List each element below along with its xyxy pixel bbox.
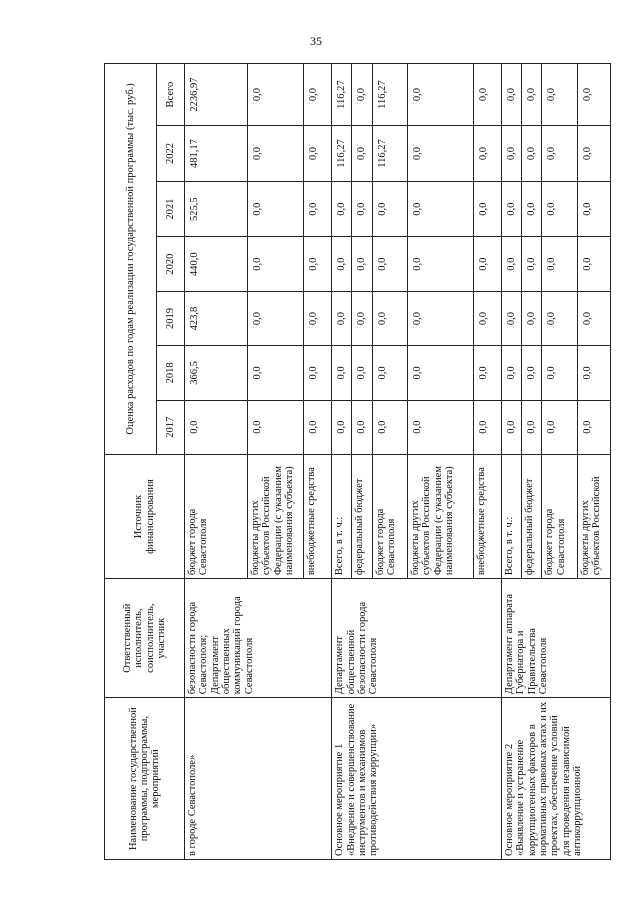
value-cell: 0,0 [522,64,542,126]
header-estimate: Оценка расходов по годам реализации государственной программы (тыс. руб.) [105,64,157,455]
source-name: федеральный бюджет [352,454,372,578]
value-cell: 0,0 [474,237,502,291]
value-cell: 0,0 [577,291,610,345]
value-cell: 0,0 [185,400,248,454]
value-cell: 0,0 [332,237,352,291]
program-name: Основное мероприятие 1 «Внедрение и совершенствование инструментов и механизмов противодействия коррупции» [332,698,502,860]
value-cell: 0,0 [542,64,577,126]
value-cell: 0,0 [247,126,303,182]
value-cell: 0,0 [522,181,542,237]
value-cell: 0,0 [408,400,474,454]
value-cell: 0,0 [352,237,372,291]
value-cell: 0,0 [247,64,303,126]
value-cell: 2236,97 [185,64,248,126]
value-cell: 366,5 [185,346,248,400]
value-cell: 0,0 [352,400,372,454]
value-cell: 0,0 [303,346,332,400]
value-cell: 0,0 [408,237,474,291]
header-year: 2018 [157,346,185,400]
value-cell: 0,0 [352,346,372,400]
value-cell: 0,0 [501,291,521,345]
value-cell: 0,0 [577,64,610,126]
value-cell: 0,0 [408,346,474,400]
value-cell: 423,8 [185,291,248,345]
header-year: 2021 [157,181,185,237]
value-cell: 0,0 [372,181,407,237]
header-program: Наименование государственной программы, подпрограммы, мероприятий [105,698,185,860]
value-cell: 0,0 [522,237,542,291]
value-cell: 0,0 [408,64,474,126]
responsible-name: безопасности города Севастополя; Департамент общественных коммуникаций города Севастополя [185,579,332,698]
source-name: бюджеты других субъектов Российской Федерации (с указанием наименования субъекта) [247,454,303,578]
value-cell: 0,0 [501,400,521,454]
source-name: бюджеты других субъектов Российской Федерации (с указанием наименования субъекта) [408,454,474,578]
responsible-name: Департамент общественной безопасности города Севастополя [332,579,502,698]
value-cell: 0,0 [332,346,352,400]
value-cell: 116,27 [332,64,352,126]
value-cell: 525,5 [185,181,248,237]
value-cell: 0,0 [303,64,332,126]
source-name: федеральный бюджет [522,454,542,578]
value-cell: 0,0 [372,346,407,400]
value-cell: 0,0 [247,237,303,291]
value-cell: 0,0 [522,126,542,182]
header-year: 2022 [157,126,185,182]
value-cell: 0,0 [522,346,542,400]
value-cell: 116,27 [372,64,407,126]
value-cell: 0,0 [474,126,502,182]
value-cell: 0,0 [474,181,502,237]
value-cell: 0,0 [522,291,542,345]
header-source: Источник финансирования [105,454,185,578]
source-name: Всего, в т. ч.: [332,454,352,578]
value-cell: 0,0 [247,346,303,400]
value-cell: 0,0 [332,181,352,237]
value-cell: 0,0 [577,400,610,454]
value-cell: 0,0 [372,237,407,291]
value-cell: 0,0 [303,181,332,237]
value-cell: 0,0 [542,181,577,237]
value-cell: 116,27 [372,126,407,182]
value-cell: 0,0 [542,237,577,291]
value-cell: 0,0 [501,181,521,237]
value-cell: 0,0 [372,400,407,454]
value-cell: 0,0 [303,291,332,345]
value-cell: 0,0 [247,291,303,345]
value-cell: 0,0 [352,64,372,126]
rotated-table-wrapper [104,63,611,860]
value-cell: 0,0 [303,400,332,454]
value-cell: 0,0 [522,400,542,454]
value-cell: 0,0 [408,126,474,182]
value-cell: 0,0 [501,126,521,182]
table-row [501,64,521,860]
value-cell: 440,0 [185,237,248,291]
value-cell: 0,0 [352,291,372,345]
program-name: Основное мероприятие 2 «Выявление и устранение коррупциогенных факторов в нормативных правовых актах и их проектах, обеспечение условий для проведения независимой антикоррупционной [501,698,610,860]
value-cell: 0,0 [474,291,502,345]
value-cell: 0,0 [577,181,610,237]
table-row [185,64,248,860]
page-number: 35 [310,34,322,48]
value-cell: 0,0 [474,64,502,126]
value-cell: 0,0 [247,181,303,237]
value-cell: 0,0 [542,400,577,454]
header-year: 2017 [157,400,185,454]
value-cell: 0,0 [474,346,502,400]
source-name: бюджет города Севастополя [372,454,407,578]
value-cell: 0,0 [303,126,332,182]
header-year: 2019 [157,291,185,345]
header-total: Всего [157,64,185,126]
responsible-name: Департамент аппарата Губернатора и Правительства Севастополя [501,579,610,698]
value-cell: 0,0 [501,237,521,291]
value-cell: 481,17 [185,126,248,182]
value-cell: 0,0 [408,291,474,345]
value-cell: 0,0 [372,291,407,345]
value-cell: 0,0 [577,237,610,291]
table-row [332,64,352,860]
budget-table [104,63,611,860]
source-name: бюджет города Севастополя [185,454,248,578]
source-name: бюджет города Севастополя [542,454,577,578]
header-responsible: Ответственный исполнитель, соисполнитель, участник [105,579,185,698]
value-cell: 0,0 [247,400,303,454]
value-cell: 116,27 [332,126,352,182]
value-cell: 0,0 [501,346,521,400]
value-cell: 0,0 [577,346,610,400]
source-name: внебюджетные средства [303,454,332,578]
value-cell: 0,0 [303,237,332,291]
source-name: Всего, в т. ч.: [501,454,521,578]
value-cell: 0,0 [332,400,352,454]
program-name: в городе Севастополе» [185,698,332,860]
value-cell: 0,0 [408,181,474,237]
value-cell: 0,0 [352,126,372,182]
source-name: бюджеты других субъектов Российской [577,454,610,578]
source-name: внебюджетные средства [474,454,502,578]
value-cell: 0,0 [542,126,577,182]
value-cell: 0,0 [577,126,610,182]
value-cell: 0,0 [501,64,521,126]
header-year: 2020 [157,237,185,291]
value-cell: 0,0 [542,291,577,345]
value-cell: 0,0 [542,346,577,400]
value-cell: 0,0 [332,291,352,345]
value-cell: 0,0 [352,181,372,237]
value-cell: 0,0 [474,400,502,454]
